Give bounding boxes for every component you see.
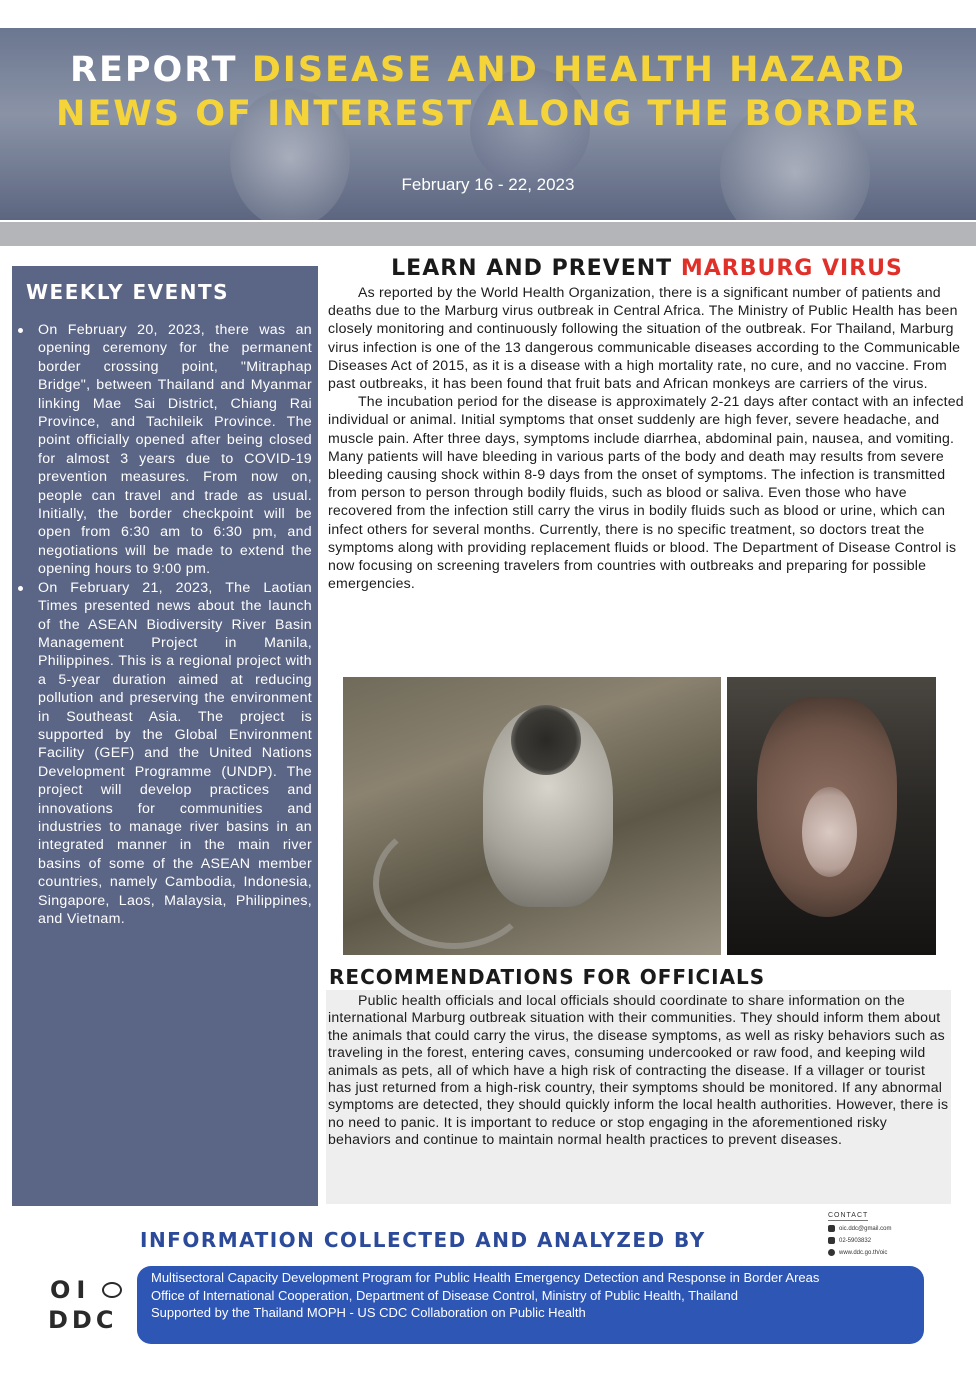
article-body <box>328 283 968 592</box>
info-box <box>137 1266 924 1344</box>
title-report-word: REPORT <box>70 50 238 90</box>
contact-web[interactable] <box>828 1249 968 1256</box>
program-name: Multisectoral Capacity Development Program for Public Health Emergency Detection and Response in Border Areas <box>151 1270 820 1285</box>
eye-icon <box>102 1282 122 1298</box>
logo-text-oi: OI <box>50 1276 92 1304</box>
bat-photo <box>727 677 936 955</box>
contact-email-text: oic.ddc@gmail.com <box>839 1225 892 1232</box>
contact-phone <box>828 1237 968 1244</box>
article-title <box>330 256 964 281</box>
monkey-photo <box>343 677 721 955</box>
title-disease-hazard: DISEASE AND HEALTH HAZARD <box>251 50 906 90</box>
bullet-icon <box>18 586 23 591</box>
weekly-events-heading: WEEKLY EVENTS <box>26 280 230 304</box>
globe-icon <box>828 1249 835 1256</box>
header-divider <box>0 222 976 246</box>
monkey-face <box>511 705 581 775</box>
info-box-content <box>151 1269 851 1322</box>
weekly-events-list <box>12 321 318 928</box>
contact-web-text: www.ddc.go.th/oic <box>839 1249 888 1256</box>
recommendations-text: Public health officials and local officials should coordinate to share information on the international Marburg outbreak situation with their communities. They should inform them about the animals that could carry the virus, the disease symptoms, as well as risky behaviors such as traveling in the forest, entering caves, consuming undercooked or raw food, and keeping wild animals as pets, all of which have a high risk of contracting the disease. If a villager or tourist has just returned from a high-risk country, their symptoms should be monitored. If any abnormal symptoms are detected, they should quickly inform the local health authorities. However, there is no need to panic. It is important to reduce or stop engaging in the aforementioned risky behaviors and continue to maintain normal health practices to prevent diseases. <box>328 992 949 1148</box>
bullet-icon <box>18 328 23 333</box>
article-title-prefix: LEARN AND PREVENT <box>391 256 673 281</box>
bat-body <box>802 787 857 877</box>
article-title-virus: MARBURG VIRUS <box>680 256 903 281</box>
weekly-events-sidebar <box>12 266 318 1206</box>
recommendations-heading: RECOMMENDATIONS FOR OFFICIALS <box>329 965 766 989</box>
contact-label: CONTACT <box>828 1212 869 1219</box>
logo-text-ddc: DDC <box>48 1306 118 1334</box>
contact-email[interactable] <box>828 1225 968 1232</box>
phone-icon <box>828 1237 835 1244</box>
title-border-news: NEWS OF INTEREST ALONG THE BORDER <box>56 94 920 134</box>
email-icon <box>828 1225 835 1232</box>
report-title-line2 <box>0 94 976 134</box>
article-paragraph: As reported by the World Health Organization, there is a significant number of patients and deaths due to the Marburg virus outbreak in Central Africa. The Ministry of Public Health has been closely monitoring and continuously following the situation of the outbreak. For Thailand, Marburg virus infection is one of the 13 dangerous communicable diseases according to the Communicable Diseases Act of 2015, as it is a disease with a high mortality rate, no cure, and no vaccine. From past outbreaks, it has been found that fruit bats and African monkeys are carriers of the virus. <box>328 284 961 392</box>
support-note: Supported by the Thailand MOPH - US CDC Collaboration on Public Health <box>151 1305 586 1320</box>
report-date: February 16 - 22, 2023 <box>401 175 575 194</box>
event-text: On February 21, 2023, The Laotian Times presented news about the launch of the ASEAN Biodiversity River Basin Management Project in Manila, Philippines. This is a regional project with a 5-year duration aimed at reducing pollution and preserving the environment in Southeast Asia. The project is supported by the Global Environment Facility (GEF) and the United Nations Development Programme (UNDP). The project will develop practices and innovations for communities and industries to manage river basins in an integrated manner in the main river basins of some of the ASEAN member countries, namely Cambodia, Indonesia, Singapore, Laos, Malaysia, Philippines, and Vietnam. <box>38 579 312 927</box>
info-heading: INFORMATION COLLECTED AND ANALYZED BY <box>140 1228 706 1252</box>
list-item <box>38 579 312 929</box>
list-item <box>38 321 312 579</box>
office-name: Office of International Cooperation, Department of Disease Control, Ministry of Public Health, Thailand <box>151 1287 738 1303</box>
event-text: On February 20, 2023, there was an opening ceremony for the permanent border crossing point, "Mitraphap Bridge", between Thailand and Myanmar linking Mae Sai District, Chiang Rai Province, and Tachileik Province. The point officially opened after being closed for almost 3 years due to COVID-19 prevention measures. From now on, people can travel and trade as usual. Initially, the border checkpoint will be open from 6:30 am to 6:30 pm, and negotiations will be made to extend the opening hours to 9:00 pm. <box>38 322 312 578</box>
contact-block <box>828 1212 968 1261</box>
contact-phone-text: 02-5903832 <box>839 1237 872 1244</box>
header-banner <box>0 28 976 220</box>
article-paragraph: The incubation period for the disease is approximately 2-21 days after contact with an infected individual or animal. Initial symptoms that onset suddenly are high fever, severe headache, and muscle pain. After three days, symptoms include diarrhea, abdominal pain, nausea, and vomiting. Many patients will have bleeding in various parts of the body and death may results from severe bleeding causing shock within 8-9 days from the onset of symptoms. The infection is transmitted from person to person through bodily fluids, such as blood or saliva. Even those who have recovered from the infection still carry the virus in bodily fluids such as blood or urine, which can infect others for several months. Currently, there is no specific treatment, so doctors treat the symptoms along with providing replacement fluids or blood. The Department of Disease Control is now focusing on screening travelers from countries with outbreaks and preparing for possible emergencies. <box>328 393 964 592</box>
report-title-line1 <box>0 50 976 90</box>
oiddc-logo <box>48 1276 128 1338</box>
